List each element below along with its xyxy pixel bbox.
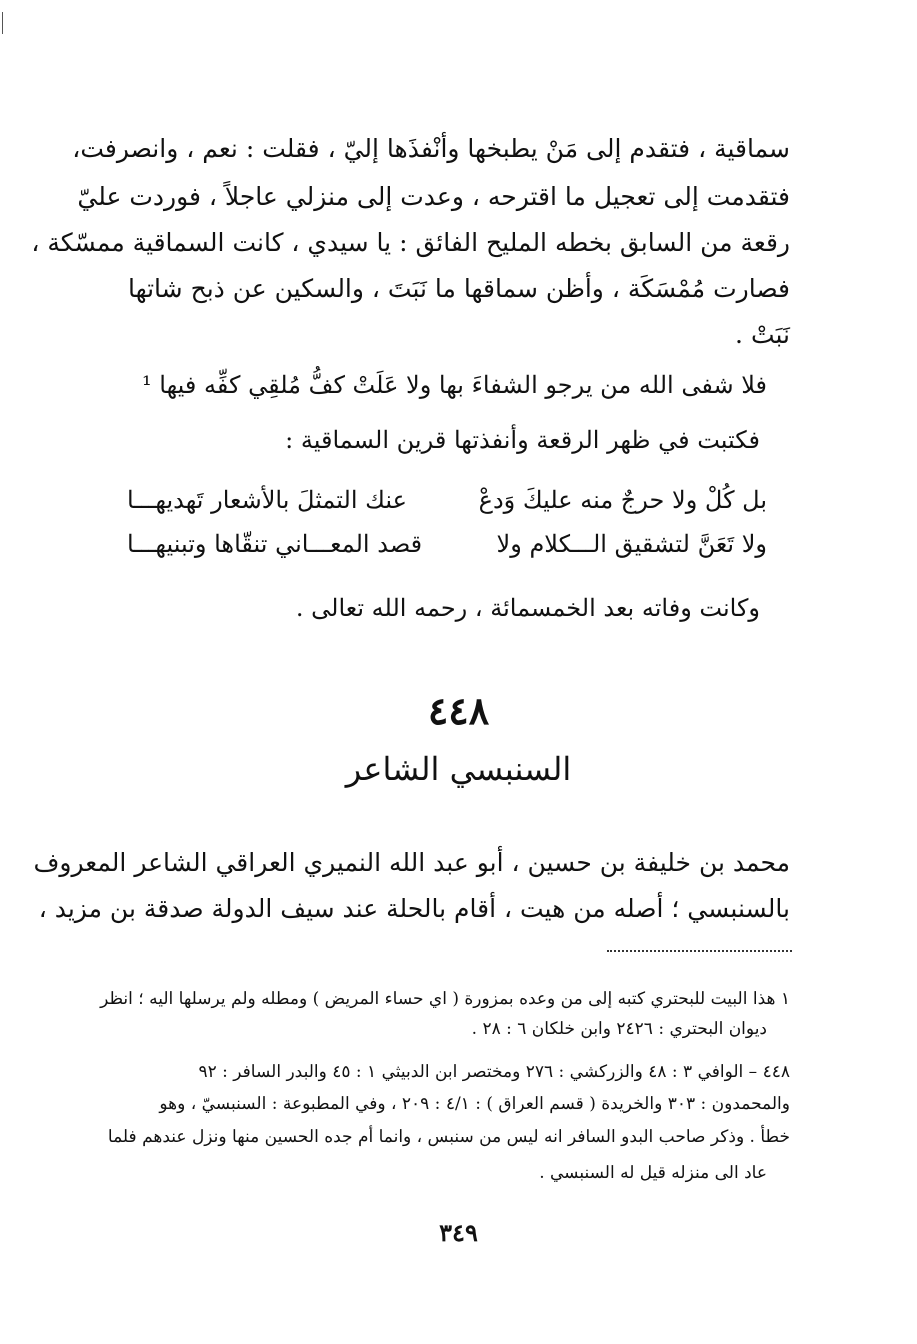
entry-line-1: محمد بن خليفة بن حسين ، أبو عبد الله النميري العراقي الشاعر المعروف [33,848,790,877]
body-line-5: نَبَتْ . [735,320,790,349]
entry-title: السنبسي الشاعر [345,750,572,788]
verse-2-line-1-first-hemistich: بل كُلْ ولا حرجٌ منه عليكَ وَدعْ [478,486,767,514]
page-number: ٣٤٩ [439,1218,478,1247]
verse-1: فلا شفى الله من يرجو الشفاءَ بها ولا عَلَتْ كفُّ مُلقِي كفِّه فيها ¹ [142,371,767,399]
footnote-2-line-4: عاد الى منزله قيل له السنبسي . [539,1163,767,1183]
body-line-3: رقعة من السابق بخطه المليح الفائق : يا سيدي ، كانت السماقية ممسّكة ، [31,228,790,257]
entry-line-2: بالسنبسي ؛ أصله من هيت ، أقام بالحلة عند سيف الدولة صدقة بن مزيد ، [38,894,790,923]
footnote-2-line-3: خطأ . وذكر صاحب البدو السافر انه ليس من سنبس ، وانما أم جده الحسين منها ونزل عندهم فلما [107,1127,790,1147]
closing-line: وكانت وفاته بعد الخمسمائة ، رحمه الله تعالى . [295,594,760,622]
body-line-4: فصارت مُمْسَكَة ، وأظن سماقها ما نَبَتَ ، والسكين عن ذبح شاتها [127,274,790,303]
intro-line: فكتبت في ظهر الرقعة وأنفذتها قرين السماقية : [285,426,760,454]
verse-2-line-2 [127,530,767,570]
footnote-1-line-1: ١ هذا البيت للبحتري كتبه إلى من وعده بمزورة ( اي حساء المريض ) ومطله ولم يرسلها اليه ؛ انظر [100,989,790,1009]
verse-2-line-2-first-hemistich: ولا تَعَنَّ لتشقيق الـــكلام ولا [496,530,767,558]
footnote-separator [607,950,792,952]
verse-2-line-2-second-hemistich: قصد المعـــاني تنقّاها وتبنيهـــا [127,530,423,558]
verse-2-line-1 [127,486,767,526]
entry-number: ٤٤٨ [427,688,490,733]
verse-2-line-1-second-hemistich: عنك التمثلَ بالأشعار تَهديهـــا [127,486,407,514]
scan-mark [2,12,3,34]
body-line-1: سماقية ، فتقدم إلى مَنْ يطبخها وأنْفذَها إليّ ، فقلت : نعم ، وانصرفت، [72,134,790,163]
footnote-1-line-2: ديوان البحتري : ٢٤٢٦ وابن خلكان ٦ : ٢٨ . [471,1019,767,1039]
footnote-2-line-1: ٤٤٨ – الوافي ٣ : ٤٨ والزركشي : ٢٧٦ ومختصر ابن الدبيثي ١ : ٤٥ والبدر السافر : ٩٢ [198,1062,790,1082]
footnote-2-line-2: والمحمدون : ٣٠٣ والخريدة ( قسم العراق ) : ٤/١ : ٢٠٩ ، وفي المطبوعة : السنبسيّ ، وهو [159,1094,790,1114]
body-line-2: فتقدمت إلى تعجيل ما اقترحه ، وعدت إلى منزلي عاجلاً ، فوردت عليّ [77,182,790,211]
